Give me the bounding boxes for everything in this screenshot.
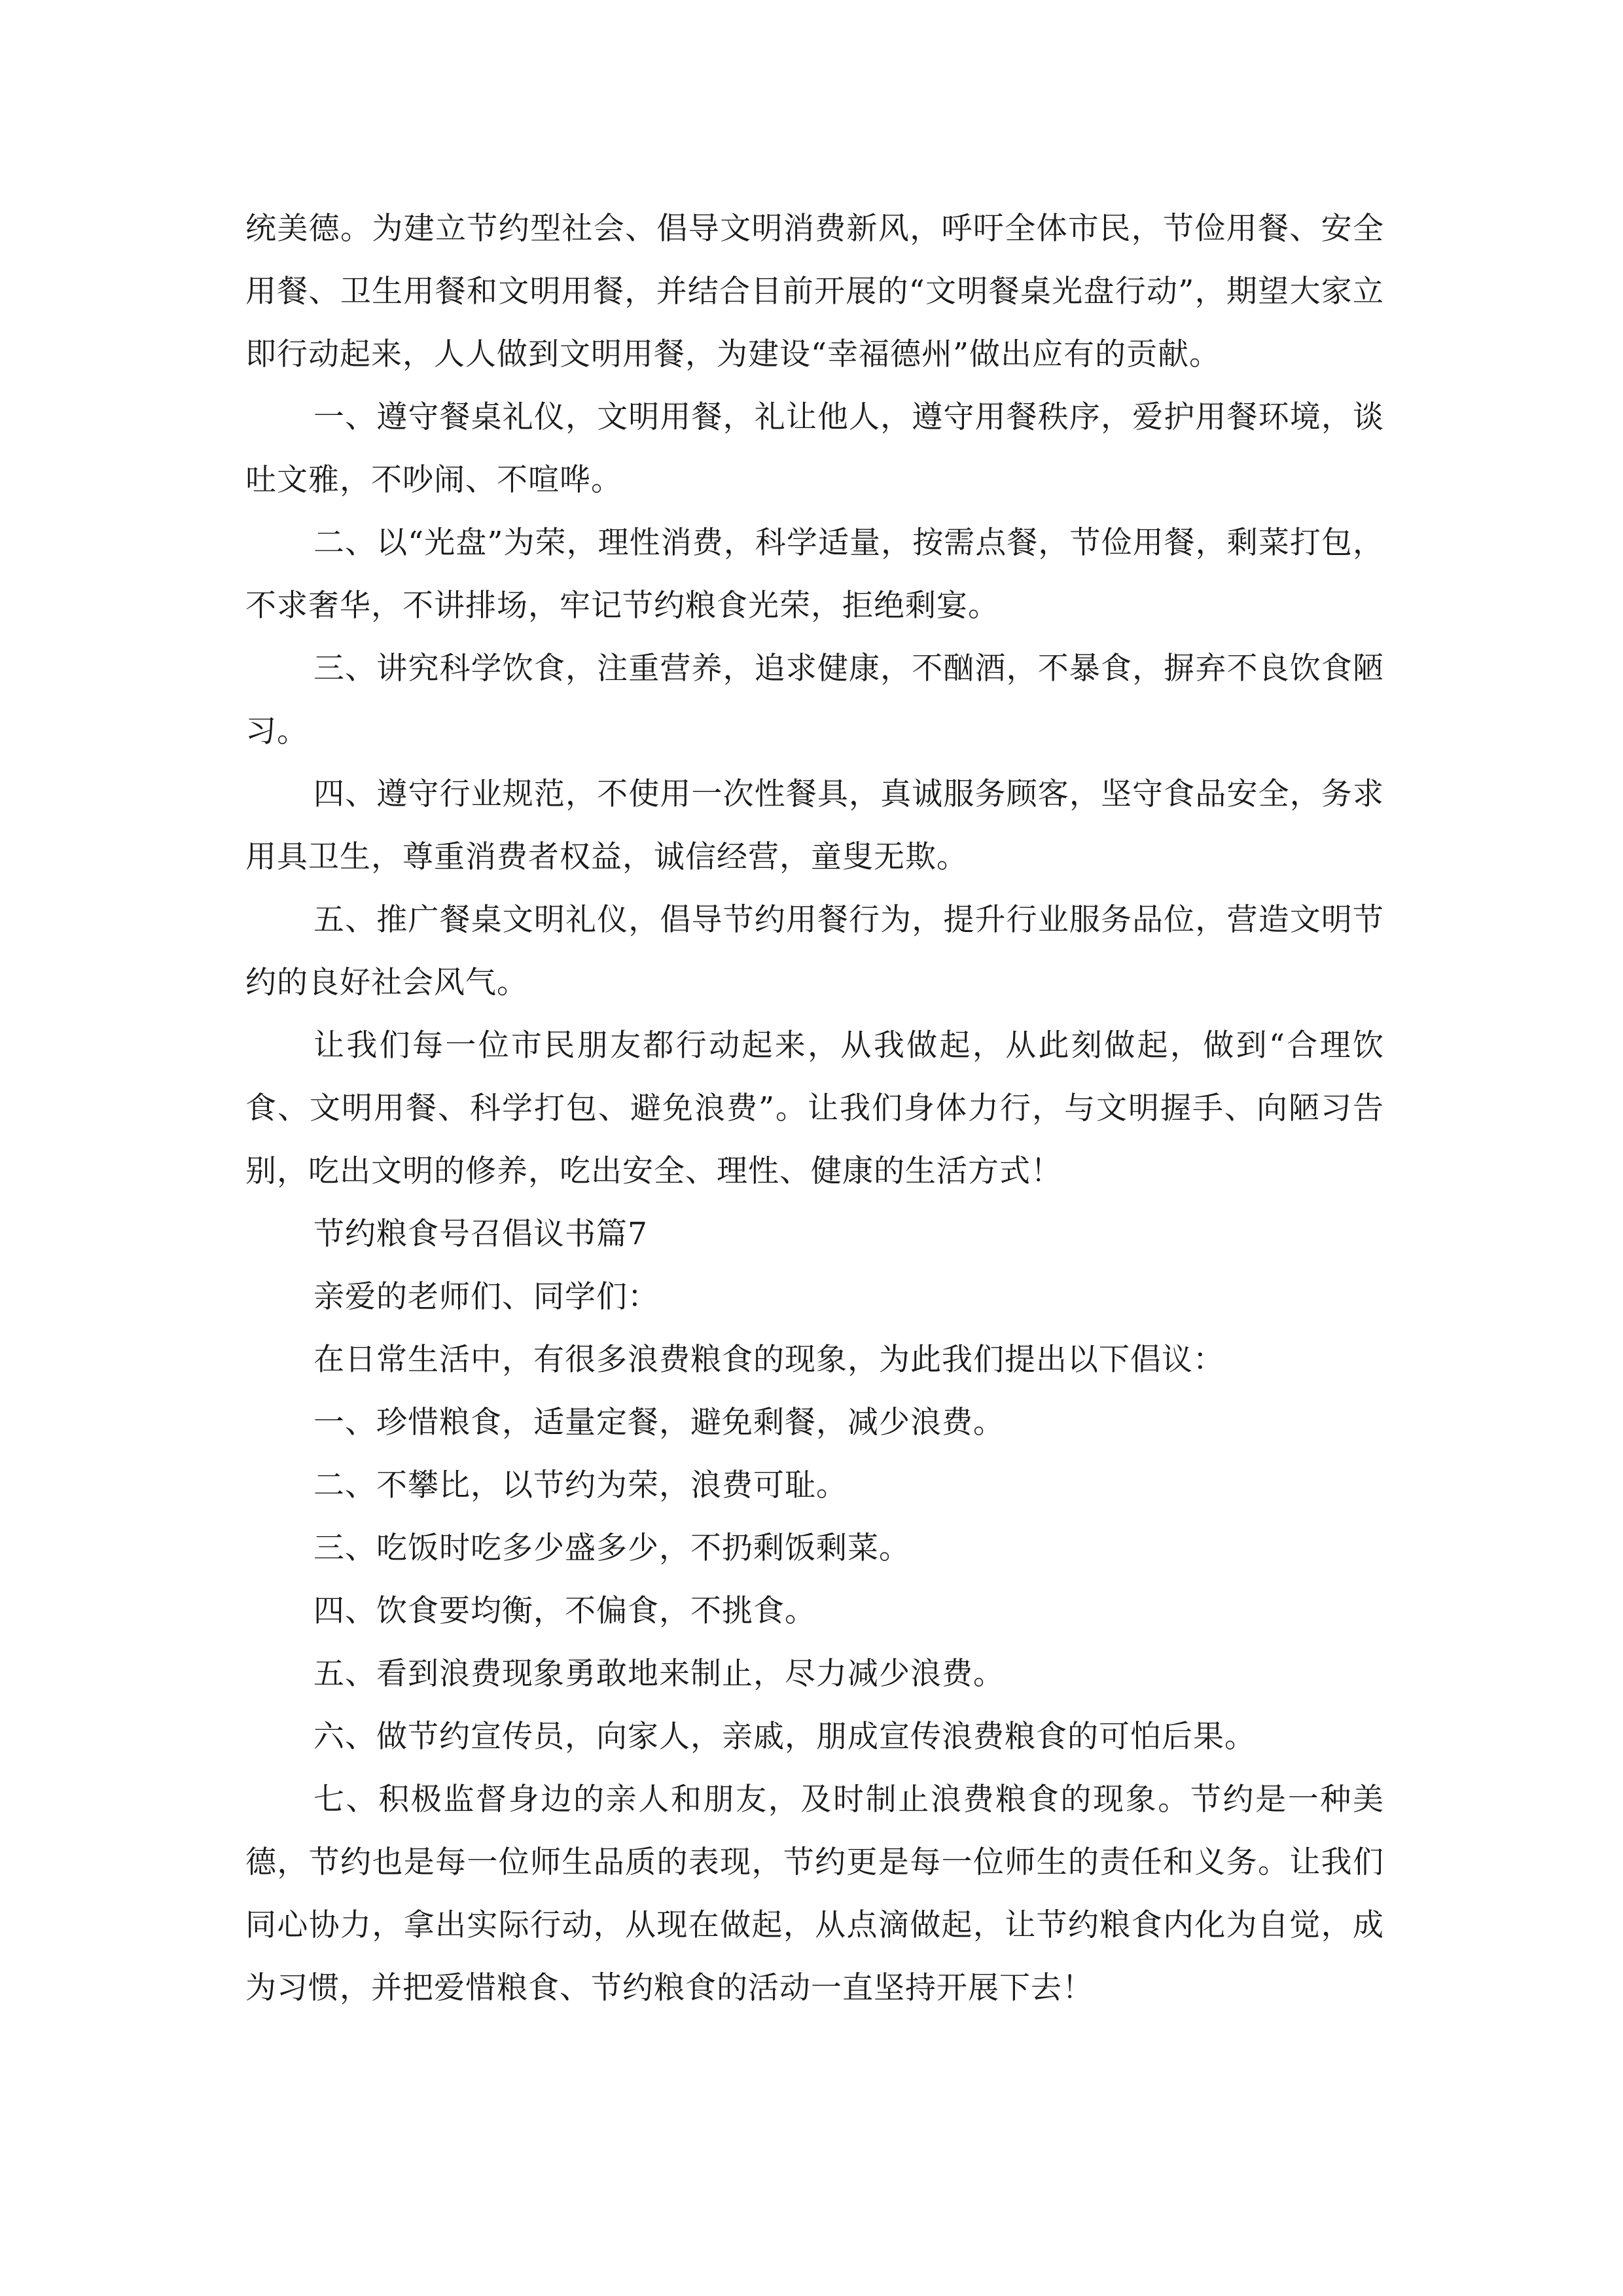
paragraph-item-3: 三、讲究科学饮食，注重营养，追求健康，不酗酒，不暴食，摒弃不良饮食陋习。 xyxy=(245,651,1384,749)
proposal-item-1: 一、珍惜粮食，适量定餐，避免剩餐，减少浪费。 xyxy=(313,1405,1005,1441)
paragraph-item-1: 一、遵守餐桌礼仪，文明用餐，礼让他人，遵守用餐秩序，爱护用餐环境，谈吐文雅，不吵闹、不喧哗。 xyxy=(245,399,1384,498)
paragraph-item-5: 五、推广餐桌文明礼仪，倡导节约用餐行为，提升行业服务品位，营造文明节约的良好社会风气。 xyxy=(245,902,1384,1001)
paragraph-intro-continued: 统美德。为建立节约型社会、倡导文明消费新风，呼吁全体市民，节俭用餐、安全用餐、卫生用餐和文明用餐，并结合目前开展的“文明餐桌光盘行动”，期望大家立即行动起来，人人做到文明用餐，为建设“幸福德州”做出应有的贡献。 xyxy=(245,211,1384,372)
proposal-item-4: 四、饮食要均衡，不偏食，不挑食。 xyxy=(313,1593,816,1629)
proposal-item-5: 五、看到浪费现象勇敢地来制止，尽力减少浪费。 xyxy=(313,1656,1005,1692)
proposal-item-2: 二、不攀比，以节约为荣，浪费可耻。 xyxy=(313,1467,847,1503)
paragraph-proposal-intro: 在日常生活中，有很多浪费粮食的现象，为此我们提出以下倡议： xyxy=(313,1342,1224,1378)
paragraph-item-2: 二、以“光盘”为荣，理性消费，科学适量，按需点餐，节俭用餐，剩菜打包，不求奢华，不讲排场，牢记节约粮食光荣，拒绝剩宴。 xyxy=(245,525,1384,624)
document-body xyxy=(245,198,1384,2020)
proposal-item-3: 三、吃饭时吃多少盛多少，不扔剩饭剩菜。 xyxy=(313,1530,910,1566)
proposal-item-7: 七、积极监督身边的亲人和朋友，及时制止浪费粮食的现象。节约是一种美德，节约也是每一位师生品质的表现，节约更是每一位师生的责任和义务。让我们同心协力，拿出实际行动，从现在做起，从点滴做起，让节约粮食内化为自觉，成为习惯，并把爱惜粮食、节约粮食的活动一直坚持开展下去！ xyxy=(245,1782,1384,2006)
paragraph-closing-call: 让我们每一位市民朋友都行动起来，从我做起，从此刻做起，做到“合理饮食、文明用餐、科学打包、避免浪费”。让我们身体力行，与文明握手、向陋习告别，吃出文明的修养，吃出安全、理性、健康的生活方式！ xyxy=(245,1028,1384,1189)
proposal-item-6: 六、做节约宣传员，向家人，亲戚，朋成宣传浪费粮食的可怕后果。 xyxy=(313,1719,1256,1755)
salutation: 亲爱的老师们、同学们： xyxy=(313,1279,659,1315)
paragraph-item-4: 四、遵守行业规范，不使用一次性餐具，真诚服务顾客，坚守食品安全，务求用具卫生，尊重消费者权益，诚信经营，童叟无欺。 xyxy=(245,776,1384,875)
section-heading: 节约粮食号召倡议书篇7 xyxy=(313,1216,648,1252)
